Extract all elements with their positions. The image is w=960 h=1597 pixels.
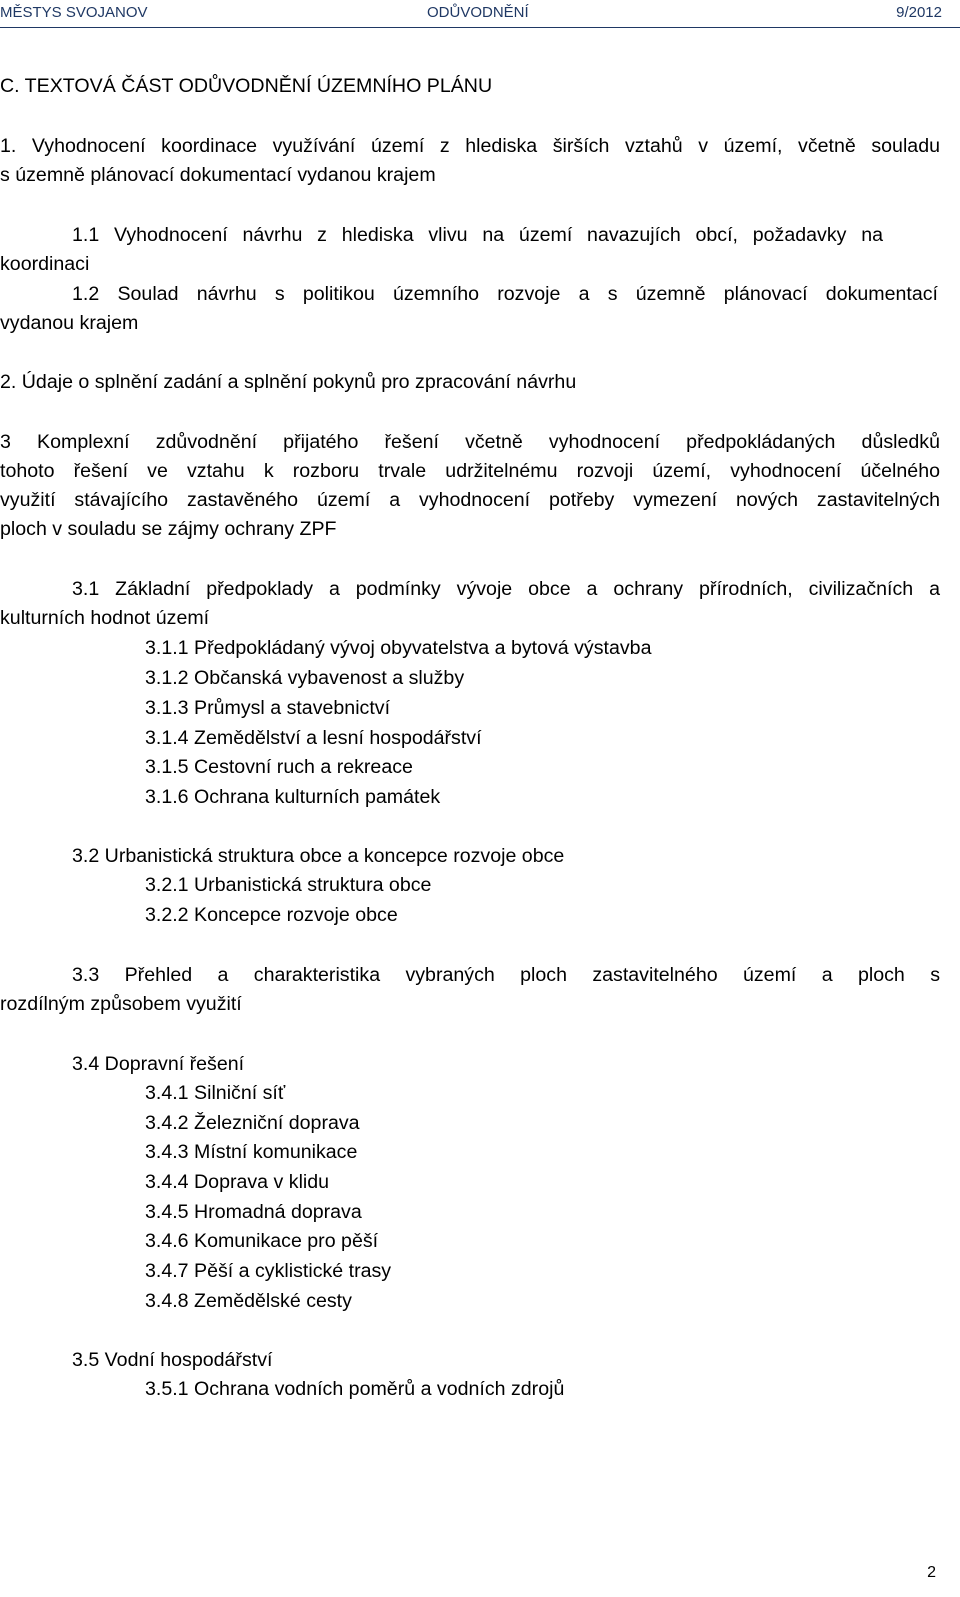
subsection-3-1-3: 3.1.3 Průmysl a stavebnictví xyxy=(145,697,391,719)
subsection-3-2-1: 3.2.1 Urbanistická struktura obce xyxy=(145,874,432,896)
subsection-3-4-5: 3.4.5 Hromadná doprava xyxy=(145,1201,362,1223)
subsection-3-4-4: 3.4.4 Doprava v klidu xyxy=(145,1171,330,1193)
header-section: ODŮVODNĚNÍ xyxy=(427,4,529,21)
page-header xyxy=(0,0,960,28)
section-3-1-line-2: kulturních hodnot území xyxy=(0,607,210,629)
subsection-3-1-5: 3.1.5 Cestovní ruch a rekreace xyxy=(145,756,413,778)
subsection-3-4-3: 3.4.3 Místní komunikace xyxy=(145,1141,358,1163)
section-1-1-line-2: koordinaci xyxy=(0,253,90,275)
subsection-3-4-2: 3.4.2 Železniční doprava xyxy=(145,1112,360,1134)
header-date: 9/2012 xyxy=(896,4,942,21)
document-heading: C. TEXTOVÁ ČÁST ODŮVODNĚNÍ ÚZEMNÍHO PLÁNU xyxy=(0,75,493,97)
page-number: 2 xyxy=(927,1564,936,1581)
section-1-2-line-1: 1.2 Soulad návrhu s politikou územního rozvoje a s územně plánovací dokumentací xyxy=(72,283,938,305)
section-3-line-3: využití stávajícího zastavěného území a vyhodnocení potřeby vymezení nových zastavitelných xyxy=(0,489,940,511)
subsection-3-4-1: 3.4.1 Silniční síť xyxy=(145,1082,286,1104)
section-1-line-2: s územně plánovací dokumentací vydanou krajem xyxy=(0,164,436,186)
section-3-1-line-1: 3.1 Základní předpoklady a podmínky vývoje obce a ochrany přírodních, civilizačních a xyxy=(72,578,940,600)
subsection-3-4-6: 3.4.6 Komunikace pro pěší xyxy=(145,1230,379,1252)
section-3-3-line-2: rozdílným způsobem využití xyxy=(0,993,242,1015)
header-municipality: MĚSTYS SVOJANOV xyxy=(0,4,148,21)
section-3-3-line-1: 3.3 Přehled a charakteristika vybraných ploch zastavitelného území a ploch s xyxy=(72,964,940,986)
section-1-1-line-1: 1.1 Vyhodnocení návrhu z hlediska vlivu na území navazujích obcí, požadavky na xyxy=(72,224,883,246)
section-2: 2. Údaje o splnění zadání a splnění pokynů pro zpracování návrhu xyxy=(0,371,577,393)
section-1-2-line-2: vydanou krajem xyxy=(0,312,139,334)
subsection-3-1-2: 3.1.2 Občanská vybavenost a služby xyxy=(145,667,465,689)
section-1-line-1: 1. Vyhodnocení koordinace využívání území z hlediska širších vztahů v území, včetně souladu xyxy=(0,135,940,157)
subsection-3-4-7: 3.4.7 Pěší a cyklistické trasy xyxy=(145,1260,392,1282)
section-3-line-1: 3 Komplexní zdůvodnění přijatého řešení včetně vyhodnocení předpokládaných důsledků xyxy=(0,431,940,453)
subsection-3-1-6: 3.1.6 Ochrana kulturních památek xyxy=(145,786,441,808)
section-3-line-2: tohoto řešení ve vztahu k rozboru trvale udržitelnému rozvoji území, vyhodnocení účelného xyxy=(0,460,940,482)
header-divider xyxy=(0,27,960,28)
subsection-3-1-1: 3.1.1 Předpokládaný vývoj obyvatelstva a bytová výstavba xyxy=(145,637,652,659)
section-3-5-title: 3.5 Vodní hospodářství xyxy=(72,1349,273,1371)
subsection-3-1-4: 3.1.4 Zemědělství a lesní hospodářství xyxy=(145,727,482,749)
section-3-4-title: 3.4 Dopravní řešení xyxy=(72,1053,245,1075)
section-3-2-title: 3.2 Urbanistická struktura obce a koncepce rozvoje obce xyxy=(72,845,565,867)
subsection-3-2-2: 3.2.2 Koncepce rozvoje obce xyxy=(145,904,398,926)
subsection-3-4-8: 3.4.8 Zemědělské cesty xyxy=(145,1290,352,1312)
section-3-line-4: ploch v souladu se zájmy ochrany ZPF xyxy=(0,518,337,540)
subsection-3-5-1: 3.5.1 Ochrana vodních poměrů a vodních zdrojů xyxy=(145,1378,565,1400)
